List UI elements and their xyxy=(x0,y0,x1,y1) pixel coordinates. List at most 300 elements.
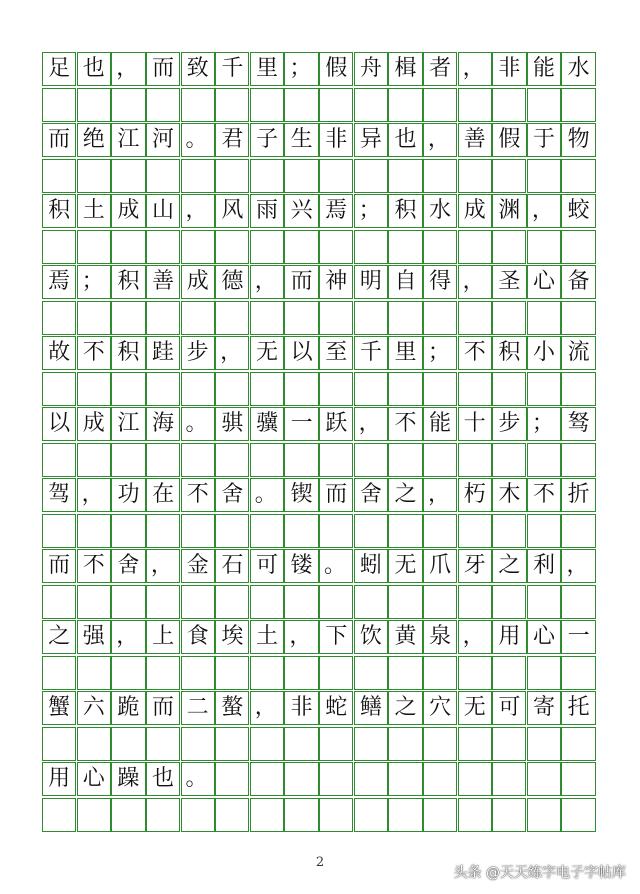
grid-cell: ， xyxy=(458,52,492,86)
grid-cell xyxy=(111,514,145,548)
grid-cell xyxy=(458,443,492,477)
grid-cell xyxy=(181,372,215,406)
grid-cell: 朽 xyxy=(458,478,492,512)
grid-cell xyxy=(250,656,284,690)
grid-cell: 备 xyxy=(561,265,595,299)
grid-cell xyxy=(458,585,492,619)
grid-cell: 无 xyxy=(250,336,284,370)
grid-cell xyxy=(284,88,318,122)
page-number: 2 xyxy=(315,855,325,870)
text-row xyxy=(42,407,596,441)
grid-cell xyxy=(77,159,111,193)
grid-cell xyxy=(527,372,561,406)
grid-cell xyxy=(423,230,457,264)
grid-cell: 以 xyxy=(284,336,318,370)
grid-cell: 上 xyxy=(146,620,180,654)
grid-cell: 积 xyxy=(388,194,422,228)
blank-row xyxy=(42,727,596,761)
grid-cell xyxy=(77,301,111,335)
grid-cell: 寄 xyxy=(527,691,561,725)
grid-cell: 可 xyxy=(250,549,284,583)
grid-cell xyxy=(388,159,422,193)
grid-cell: 物 xyxy=(561,123,595,157)
grid-cell xyxy=(250,159,284,193)
grid-cell xyxy=(181,88,215,122)
grid-cell: 千 xyxy=(354,336,388,370)
grid-cell xyxy=(527,585,561,619)
grid-cell: 善 xyxy=(146,265,180,299)
grid-cell: 也 xyxy=(388,123,422,157)
grid-cell: 不 xyxy=(77,336,111,370)
grid-cell xyxy=(354,727,388,761)
grid-cell xyxy=(561,301,595,335)
grid-cell: 蛇 xyxy=(319,691,353,725)
grid-cell xyxy=(561,443,595,477)
grid-cell: 焉 xyxy=(319,194,353,228)
grid-cell xyxy=(561,88,595,122)
grid-cell xyxy=(423,656,457,690)
grid-cell: 能 xyxy=(527,52,561,86)
grid-cell: 也 xyxy=(77,52,111,86)
grid-cell xyxy=(111,88,145,122)
blank-row xyxy=(42,585,596,619)
grid-cell: 泉 xyxy=(423,620,457,654)
grid-cell xyxy=(561,230,595,264)
grid-cell: 雨 xyxy=(250,194,284,228)
grid-cell: 跃 xyxy=(319,407,353,441)
grid-cell xyxy=(319,372,353,406)
grid-cell xyxy=(527,230,561,264)
grid-cell: ， xyxy=(77,478,111,512)
grid-cell: 而 xyxy=(42,123,76,157)
grid-cell xyxy=(111,585,145,619)
grid-cell: ， xyxy=(146,549,180,583)
grid-cell xyxy=(354,443,388,477)
grid-cell xyxy=(319,514,353,548)
grid-cell: 十 xyxy=(458,407,492,441)
grid-cell: 江 xyxy=(111,407,145,441)
grid-cell: 六 xyxy=(77,691,111,725)
grid-cell: ， xyxy=(250,265,284,299)
grid-cell: 水 xyxy=(561,52,595,86)
grid-cell: 。 xyxy=(181,123,215,157)
grid-cell: 功 xyxy=(111,478,145,512)
grid-cell: 里 xyxy=(388,336,422,370)
grid-cell xyxy=(319,230,353,264)
grid-cell: ； xyxy=(423,336,457,370)
grid-cell xyxy=(527,159,561,193)
grid-cell: 穴 xyxy=(423,691,457,725)
text-row xyxy=(42,52,596,86)
grid-cell xyxy=(492,762,526,796)
grid-cell xyxy=(527,514,561,548)
grid-cell: 鳝 xyxy=(354,691,388,725)
grid-cell: 积 xyxy=(42,194,76,228)
grid-cell xyxy=(250,443,284,477)
grid-cell: 爪 xyxy=(423,549,457,583)
grid-cell: 非 xyxy=(284,691,318,725)
grid-cell: 蟹 xyxy=(42,691,76,725)
grid-cell: 舍 xyxy=(354,478,388,512)
grid-cell xyxy=(492,798,526,832)
grid-cell xyxy=(284,514,318,548)
grid-cell: 楫 xyxy=(388,52,422,86)
grid-cell xyxy=(354,372,388,406)
grid-cell: 步 xyxy=(181,336,215,370)
grid-cell: ， xyxy=(527,194,561,228)
grid-cell: 心 xyxy=(527,620,561,654)
grid-cell: 君 xyxy=(215,123,249,157)
grid-cell xyxy=(215,88,249,122)
grid-cell xyxy=(388,514,422,548)
blank-row xyxy=(42,372,596,406)
grid-cell xyxy=(388,443,422,477)
grid-cell xyxy=(111,727,145,761)
grid-cell: ； xyxy=(354,194,388,228)
text-row xyxy=(42,762,596,796)
grid-cell: 成 xyxy=(77,407,111,441)
text-row xyxy=(42,336,596,370)
grid-cell: 而 xyxy=(146,52,180,86)
grid-cell xyxy=(561,159,595,193)
grid-cell: 之 xyxy=(388,478,422,512)
grid-cell xyxy=(388,762,422,796)
grid-cell xyxy=(215,301,249,335)
grid-cell xyxy=(181,443,215,477)
grid-cell xyxy=(181,301,215,335)
grid-cell xyxy=(42,159,76,193)
grid-cell xyxy=(42,798,76,832)
grid-cell: 渊 xyxy=(492,194,526,228)
grid-cell: 下 xyxy=(319,620,353,654)
grid-cell: 之 xyxy=(492,549,526,583)
grid-cell: ， xyxy=(250,691,284,725)
grid-cell xyxy=(42,656,76,690)
grid-cell: 假 xyxy=(492,123,526,157)
grid-cell xyxy=(284,443,318,477)
grid-cell xyxy=(458,372,492,406)
grid-cell xyxy=(42,443,76,477)
grid-cell: 。 xyxy=(181,407,215,441)
blank-row xyxy=(42,656,596,690)
grid-cell: ， xyxy=(181,194,215,228)
grid-cell: ， xyxy=(423,478,457,512)
grid-cell xyxy=(215,656,249,690)
grid-cell xyxy=(388,727,422,761)
grid-cell xyxy=(111,230,145,264)
text-row xyxy=(42,691,596,725)
grid-cell: 石 xyxy=(215,549,249,583)
grid-cell: 小 xyxy=(527,336,561,370)
grid-cell: 折 xyxy=(561,478,595,512)
grid-cell xyxy=(319,656,353,690)
text-row xyxy=(42,620,596,654)
grid-cell xyxy=(77,585,111,619)
grid-cell: 舟 xyxy=(354,52,388,86)
grid-cell xyxy=(146,798,180,832)
grid-cell xyxy=(146,656,180,690)
grid-cell xyxy=(492,656,526,690)
grid-cell xyxy=(250,585,284,619)
grid-cell: 托 xyxy=(561,691,595,725)
grid-cell: 焉 xyxy=(42,265,76,299)
grid-cell: 而 xyxy=(284,265,318,299)
grid-cell xyxy=(181,727,215,761)
grid-cell xyxy=(354,585,388,619)
grid-cell: 假 xyxy=(319,52,353,86)
grid-cell xyxy=(388,656,422,690)
grid-cell xyxy=(423,727,457,761)
grid-cell: 不 xyxy=(458,336,492,370)
grid-cell: 不 xyxy=(527,478,561,512)
grid-cell xyxy=(388,301,422,335)
grid-cell xyxy=(423,372,457,406)
grid-cell: 心 xyxy=(77,762,111,796)
grid-cell xyxy=(527,727,561,761)
grid-cell: 蛟 xyxy=(561,194,595,228)
text-row xyxy=(42,194,596,228)
grid-cell: 锲 xyxy=(284,478,318,512)
grid-cell: 善 xyxy=(458,123,492,157)
grid-cell xyxy=(181,230,215,264)
grid-cell: ， xyxy=(215,336,249,370)
grid-cell xyxy=(146,443,180,477)
grid-cell: 积 xyxy=(111,336,145,370)
grid-cell xyxy=(146,159,180,193)
grid-cell xyxy=(458,230,492,264)
grid-cell xyxy=(458,159,492,193)
watermark: 头条 @天天练字电子字帖库 xyxy=(453,865,626,881)
blank-row xyxy=(42,88,596,122)
grid-cell: 心 xyxy=(527,265,561,299)
grid-cell xyxy=(77,798,111,832)
grid-cell xyxy=(319,798,353,832)
grid-cell: 用 xyxy=(492,620,526,654)
grid-cell xyxy=(215,159,249,193)
grid-cell xyxy=(561,798,595,832)
grid-cell: 无 xyxy=(388,549,422,583)
grid-cell xyxy=(423,585,457,619)
grid-cell: 积 xyxy=(492,336,526,370)
grid-cell xyxy=(284,727,318,761)
grid-cell xyxy=(215,443,249,477)
grid-cell xyxy=(527,88,561,122)
grid-cell xyxy=(250,514,284,548)
grid-cell xyxy=(527,798,561,832)
grid-cell: 成 xyxy=(111,194,145,228)
grid-cell: 至 xyxy=(319,336,353,370)
grid-cell: 无 xyxy=(458,691,492,725)
grid-cell xyxy=(77,88,111,122)
grid-cell xyxy=(215,762,249,796)
grid-cell: 成 xyxy=(458,194,492,228)
grid-cell xyxy=(423,798,457,832)
grid-cell: ， xyxy=(458,620,492,654)
grid-cell: ， xyxy=(423,123,457,157)
grid-cell: 驽 xyxy=(561,407,595,441)
grid-cell xyxy=(561,656,595,690)
grid-cell: 兴 xyxy=(284,194,318,228)
grid-cell: 海 xyxy=(146,407,180,441)
grid-cell: 故 xyxy=(42,336,76,370)
grid-cell xyxy=(111,301,145,335)
grid-cell: 跬 xyxy=(146,336,180,370)
grid-cell: 舍 xyxy=(111,549,145,583)
text-row xyxy=(42,123,596,157)
grid-cell: 埃 xyxy=(215,620,249,654)
grid-cell xyxy=(492,230,526,264)
grid-cell: 骐 xyxy=(215,407,249,441)
grid-cell xyxy=(250,301,284,335)
blank-row xyxy=(42,514,596,548)
grid-cell: 。 xyxy=(319,549,353,583)
grid-cell xyxy=(492,514,526,548)
grid-cell xyxy=(354,159,388,193)
grid-cell xyxy=(527,762,561,796)
grid-cell: 木 xyxy=(492,478,526,512)
grid-cell xyxy=(42,585,76,619)
grid-cell xyxy=(42,727,76,761)
grid-cell xyxy=(215,727,249,761)
grid-cell xyxy=(319,727,353,761)
grid-cell xyxy=(423,88,457,122)
grid-cell xyxy=(284,372,318,406)
grid-cell xyxy=(458,514,492,548)
grid-cell: 土 xyxy=(250,620,284,654)
grid-cell: ， xyxy=(284,620,318,654)
grid-cell xyxy=(250,372,284,406)
grid-cell xyxy=(561,585,595,619)
grid-cell xyxy=(250,88,284,122)
grid-cell: 饮 xyxy=(354,620,388,654)
grid-cell xyxy=(388,585,422,619)
grid-cell xyxy=(354,656,388,690)
grid-cell xyxy=(319,88,353,122)
grid-cell: 明 xyxy=(354,265,388,299)
grid-cell: 神 xyxy=(319,265,353,299)
grid-cell xyxy=(492,585,526,619)
grid-cell xyxy=(250,798,284,832)
grid-cell: 千 xyxy=(215,52,249,86)
grid-cell: 得 xyxy=(423,265,457,299)
grid-cell xyxy=(354,301,388,335)
grid-cell: 。 xyxy=(250,478,284,512)
grid-cell xyxy=(111,159,145,193)
grid-cell xyxy=(215,372,249,406)
grid-cell: 也 xyxy=(146,762,180,796)
grid-cell: 足 xyxy=(42,52,76,86)
grid-cell: 跪 xyxy=(111,691,145,725)
grid-cell xyxy=(181,798,215,832)
grid-cell: 之 xyxy=(388,691,422,725)
grid-cell xyxy=(146,727,180,761)
grid-cell xyxy=(423,762,457,796)
grid-cell xyxy=(284,230,318,264)
grid-cell: 能 xyxy=(423,407,457,441)
grid-cell: 利 xyxy=(527,549,561,583)
grid-cell xyxy=(492,727,526,761)
grid-cell xyxy=(146,372,180,406)
grid-cell xyxy=(458,727,492,761)
grid-cell xyxy=(492,301,526,335)
grid-cell: 土 xyxy=(77,194,111,228)
grid-cell: 江 xyxy=(111,123,145,157)
grid-cell xyxy=(111,443,145,477)
grid-cell: 致 xyxy=(181,52,215,86)
grid-cell xyxy=(388,230,422,264)
grid-cell xyxy=(492,159,526,193)
grid-cell xyxy=(146,585,180,619)
grid-cell xyxy=(458,301,492,335)
grid-cell: 于 xyxy=(527,123,561,157)
blank-row xyxy=(42,159,596,193)
grid-cell xyxy=(284,301,318,335)
grid-cell xyxy=(354,230,388,264)
text-row xyxy=(42,549,596,583)
grid-cell: 。 xyxy=(181,762,215,796)
grid-cell: 异 xyxy=(354,123,388,157)
grid-cell: ； xyxy=(284,52,318,86)
grid-cell: 黄 xyxy=(388,620,422,654)
grid-cell xyxy=(423,443,457,477)
grid-cell: 德 xyxy=(215,265,249,299)
grid-cell: 而 xyxy=(319,478,353,512)
grid-cell: 舍 xyxy=(215,478,249,512)
text-row xyxy=(42,478,596,512)
grid-cell xyxy=(77,727,111,761)
grid-cell: 之 xyxy=(42,620,76,654)
grid-cell xyxy=(284,656,318,690)
grid-cell xyxy=(527,301,561,335)
grid-cell xyxy=(77,443,111,477)
blank-row xyxy=(42,230,596,264)
blank-row xyxy=(42,798,596,832)
grid-cell xyxy=(458,88,492,122)
grid-cell xyxy=(388,372,422,406)
grid-cell: ， xyxy=(111,52,145,86)
grid-cell xyxy=(388,88,422,122)
grid-cell xyxy=(77,230,111,264)
grid-cell xyxy=(250,762,284,796)
grid-cell: 风 xyxy=(215,194,249,228)
grid-cell: 不 xyxy=(388,407,422,441)
grid-cell: 一 xyxy=(284,407,318,441)
grid-cell: 牙 xyxy=(458,549,492,583)
grid-cell xyxy=(42,372,76,406)
grid-cell: 积 xyxy=(111,265,145,299)
grid-cell: 金 xyxy=(181,549,215,583)
grid-cell xyxy=(181,656,215,690)
grid-cell xyxy=(319,762,353,796)
grid-cell: ； xyxy=(77,265,111,299)
grid-cell: 流 xyxy=(561,336,595,370)
practice-grid xyxy=(42,52,596,833)
grid-cell xyxy=(561,727,595,761)
grid-cell xyxy=(77,372,111,406)
text-row xyxy=(42,265,596,299)
grid-cell: ， xyxy=(458,265,492,299)
grid-cell xyxy=(423,301,457,335)
grid-cell: 食 xyxy=(181,620,215,654)
grid-cell xyxy=(319,443,353,477)
grid-cell xyxy=(527,656,561,690)
grid-cell: 以 xyxy=(42,407,76,441)
grid-cell: 不 xyxy=(181,478,215,512)
grid-cell: 子 xyxy=(250,123,284,157)
grid-cell: 而 xyxy=(42,549,76,583)
grid-cell xyxy=(354,798,388,832)
grid-cell: 二 xyxy=(181,691,215,725)
